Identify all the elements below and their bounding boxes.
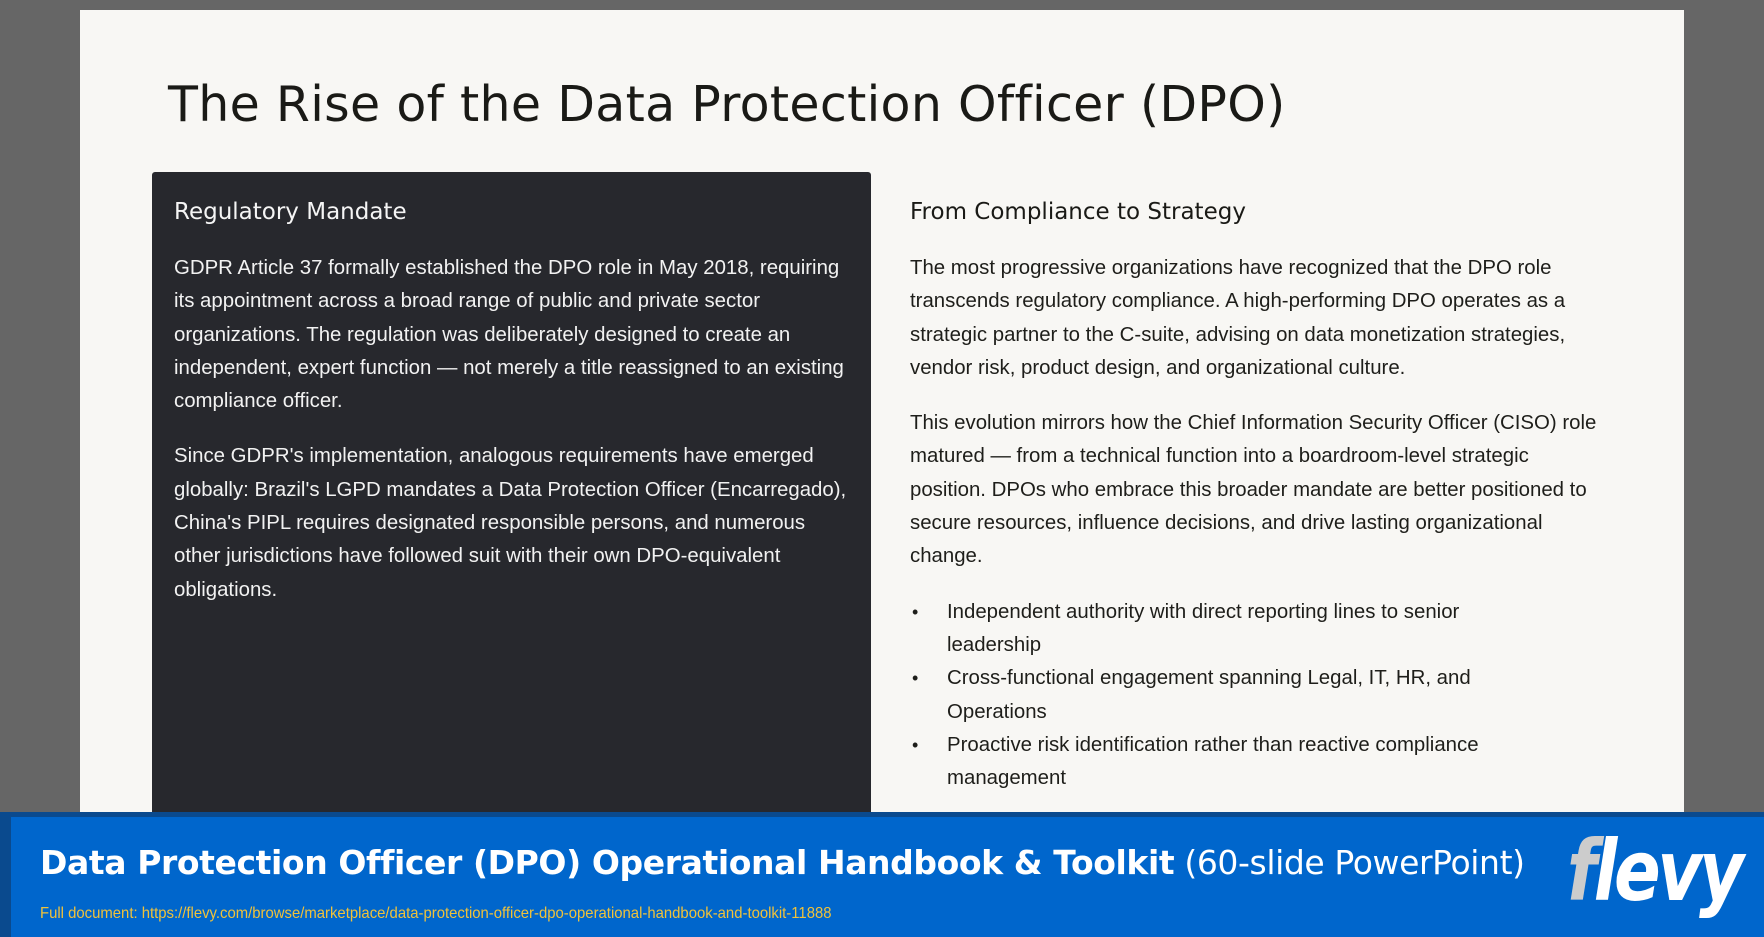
slide: [80, 10, 1684, 830]
paragraph: GDPR Article 37 formally established the DPO role in May 2018, requiring its appointment across a broad range of public and private sector organizations. The regulation was deliberately designed to create an independent, expert function — not merely a title reassigned to an existing compliance officer.: [174, 257, 844, 413]
banner-inner: [11, 817, 1764, 937]
banner-title-main: Data Protection Officer (DPO) Operational Handbook & Toolkit: [40, 843, 1175, 882]
promo-banner: [0, 812, 1764, 937]
bullet-item: [910, 729, 1547, 796]
panel-body: [174, 252, 854, 629]
compliance-to-strategy-panel: [910, 172, 1610, 830]
bullet-icon: •: [912, 601, 919, 622]
document-link[interactable]: Full document: https://flevy.com/browse/marketplace/data-protection-officer-dpo-operational-handbook-and-toolkit-11888: [40, 905, 832, 922]
logo-letter-f: f: [1567, 822, 1594, 920]
bullet-text: Proactive risk identification rather than reactive compliance management: [947, 733, 1479, 790]
bullet-icon: •: [912, 734, 919, 755]
paragraph: This evolution mirrors how the Chief Information Security Officer (CISO) role matured — from a technical function into a boardroom-level strategic position. DPOs who embrace this broader mandate are better positioned to secure resources, influence decisions, and drive lasting organizational change.: [910, 412, 1597, 568]
logo-letters: levy: [1593, 822, 1741, 920]
panel-body: [910, 252, 1600, 795]
bullet-text: Cross-functional engagement spanning Legal, IT, HR, and Operations: [947, 667, 1471, 723]
regulatory-mandate-panel: [152, 172, 871, 830]
bullet-text: Independent authority with direct reporting lines to senior leadership: [947, 600, 1460, 656]
paragraph: The most progressive organizations have recognized that the DPO role transcends regulatory compliance. A high-performing DPO operates as a strategic partner to the C-suite, advising on data monetization strategies, vendor risk, product design, and organizational culture.: [910, 257, 1566, 379]
banner-title[interactable]: [40, 843, 1525, 882]
paragraph: Since GDPR's implementation, analogous requirements have emerged globally: Brazil's LGPD mandates a Data Protection Officer (Encarregado), China's PIPL requires designated responsible persons, and numerous other jurisdictions have followed suit with their own DPO-equivalent obligations.: [174, 445, 847, 601]
bullet-list: [910, 596, 1600, 796]
banner-title-suffix: (60-slide PowerPoint): [1174, 843, 1525, 882]
bullet-icon: •: [912, 668, 919, 689]
bullet-item: [910, 596, 1547, 663]
panel-heading: From Compliance to Strategy: [910, 199, 1246, 225]
slide-title: The Rise of the Data Protection Officer (DPO): [168, 76, 1286, 133]
panel-heading: Regulatory Mandate: [174, 199, 407, 225]
flevy-logo[interactable]: [1567, 822, 1741, 920]
bullet-item: [910, 662, 1547, 729]
